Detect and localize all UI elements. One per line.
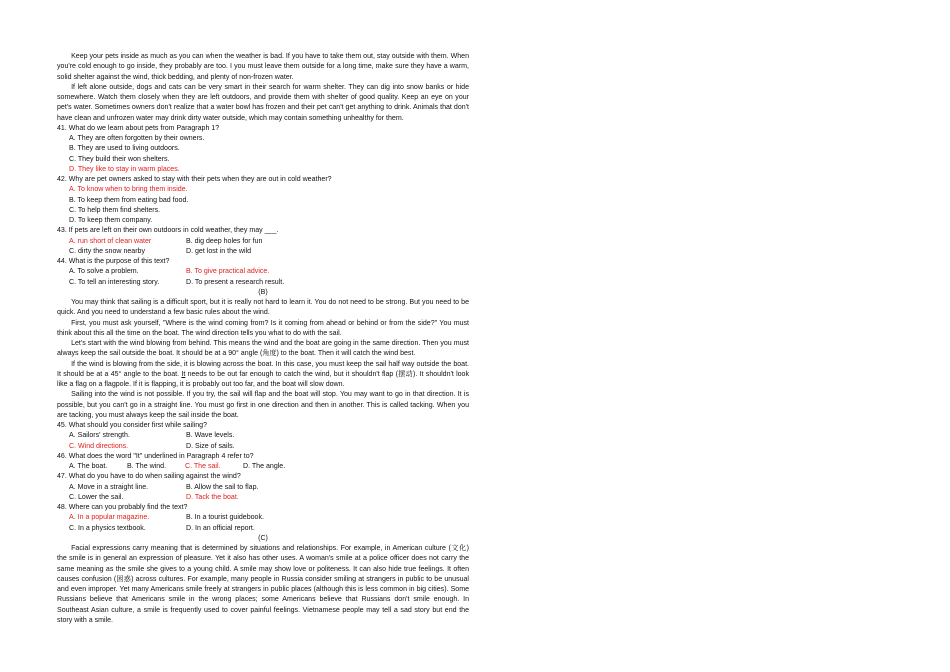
option-41b: B. They are used to living outdoors. [69,145,180,153]
question-47: 47. What do you have to do when sailing against the wind? [57,473,241,481]
option-43a-answer: A. run short of clean water [69,237,152,245]
p4-post: needs to be out far enough to catch the wind, but it shouldn't flap (摆动). It shouldn't look like a flag on a flagpole. If it is flapping, it is probably out too far, and the boat will slow down. [57,370,469,388]
option-48c: C. In a physics textbook. [69,524,146,532]
option-42a-answer: A. To know when to bring them inside. [69,186,188,194]
option-45d: D. Size of sails. [186,442,235,450]
question-46: 46. What does the word "It" underlined in Paragraph 4 refer to? [57,452,254,460]
option-42c: C. To help them find shelters. [69,206,161,214]
option-48a-answer: A. In a popular magazine. [69,514,150,522]
option-47c: C. Lower the sail. [69,493,124,501]
option-45b: B. Wave levels. [186,432,235,440]
passage-c-paragraph-3: Let's start with the wind blowing from behind. This means the wind and the boat are going in the same direction. Then you must always keep the sail outside the boat. It should be at a 90° angle (角度) to the boat. Then it will catch the wind best. [57,340,469,358]
passage-mark-c: (C) [258,534,268,542]
option-46d: D. The angle. [243,463,286,470]
option-44b-answer: B. To give practical advice. [186,268,270,276]
underlined-it: It [181,370,186,378]
option-41d-answer: D. They like to stay in warm places. [69,165,180,173]
passage-b-paragraph-2: If left alone outside, dogs and cats can be very smart in their search for warm shelter. They can dig into snow banks or hide somewhere. Watch them closely when they are left outdoors, and provide them with shelter of good quality. Keep an eye on your pet's water. Sometimes owners don't realize that a water bowl has frozen and their pet can't get anything to drink. Animals that don't have clean and unfrozen water may drink dirty water outside, which may contain something unhealthy for them. [57,83,469,122]
options-45-row1 [69,431,469,441]
question-41: 41. What do we learn about pets from Paragraph 1? [57,124,220,132]
option-44a: A. To solve a problem. [69,268,139,276]
option-42d: D. To keep them company. [69,217,153,224]
passage-mark-b: (B) [258,288,268,296]
option-45c-answer: C. Wind directions. [69,442,129,450]
options-48-row1 [69,513,469,523]
question-48: 48. Where can you probably find the text? [57,504,188,511]
option-47a: A. Move in a straight line. [69,483,149,491]
option-48d: D. In an official report. [186,524,255,532]
options-44-row2 [69,278,469,288]
option-46b: B. The wind. [127,463,167,470]
options-48-row2 [69,524,469,534]
option-46a: A. The boat. [69,463,108,470]
option-43d: D. get lost in the wild [186,247,252,255]
option-48b: B. In a tourist guidebook. [186,514,264,522]
option-41c: C. They build their won shelters. [69,155,170,163]
options-43-row2 [69,247,469,257]
options-47-row2 [69,493,469,503]
option-44c: C. To tell an interesting story. [69,278,160,286]
option-43b: B. dig deep holes for fun [186,237,263,245]
option-47d-answer: D. Tack the boat. [186,493,239,501]
left-column [57,52,469,626]
passage-c-paragraph-5: Sailing into the wind is not possible. If you try, the sail will flap and the boat will stop. You may want to go in that direction. It is possible, but you can't go in a straight line. You must go first in one direction and then in another. This is called tacking. When you are tacking, you must always keep the sail inside the boat. [57,391,469,419]
options-45-row2 [69,442,469,452]
option-41a: A. They are often forgotten by their owners. [69,135,205,142]
question-45: 45. What should you consider first while sailing? [57,422,208,429]
options-44-row1 [69,267,469,277]
options-43-row1 [69,237,469,247]
option-46c-answer: C. The sail. [185,463,221,470]
question-43: 43. If pets are left on their own outdoors in cold weather, they may ___. [57,227,279,235]
question-42: 42. Why are pet owners asked to stay with their pets when they are out in cold weather? [57,176,332,183]
passage-d-paragraph-1: Facial expressions carry meaning that is determined by situations and relationships. For example, in American culture (文化) the smile is in general an expression of pleasure. Yet it also has other uses. A woman's smile at a police officer does not carry the same meaning as the smile she gives to a young child. A smile may show love or politeness. It can also hide true feelings. It often causes confusion (困惑) across cultures. For example, many people in Russia consider smiling at strangers in public to be unusual and even improper. Yet many Americans smile freely at strangers in public places (although this is less common in big cities). Some Russians believe that Americans smile in the wrong places; some Americans believe that Russians don't smile enough. In Southeast Asian culture, a smile is frequently used to cover painful feelings. Vietnamese people may tell a sad story but end the story with a smile. [57,545,469,624]
option-45a: A. Sailors' strength. [69,432,130,440]
option-44d: D. To present a research result. [186,278,285,286]
option-43c: C. dirty the snow nearby [69,247,145,255]
options-46-row [69,462,469,472]
option-47b: B. Allow the sail to flap. [186,483,259,491]
p4-pre: If the wind is blowing from the side, it is blowing across the boat. In this case, you must keep the sail half way outside the boat. It should be at a 45° angle to the boat. [57,360,469,378]
passage-c-paragraph-4 [57,360,469,391]
passage-b-paragraph-1: Keep your pets inside as much as you can when the weather is bad. If you have to take them out, stay outside with them. When you're cold enough to go inside, they probably are too. I you must leave them outside for a long time, make sure they have a warm, solid shelter against the wind, thick bedding, and plenty of non-frozen water. [57,53,469,81]
options-47-row1 [69,483,469,493]
passage-c-paragraph-2: First, you must ask yourself, "Where is the wind coming from? Is it coming from ahead or behind or from the side?" You must think about this all the time on the boat. The wind direction tells you what to do with the sail. [57,319,469,337]
option-42b: B. To keep them from eating bad food. [69,196,189,204]
question-44: 44. What is the purpose of this text? [57,258,170,265]
passage-c-paragraph-1: You may think that sailing is a difficult sport, but it is really not hard to learn it. You do not need to be strong. But you need to be quick. And you need to understand a few basic rules about the wind. [57,299,469,317]
